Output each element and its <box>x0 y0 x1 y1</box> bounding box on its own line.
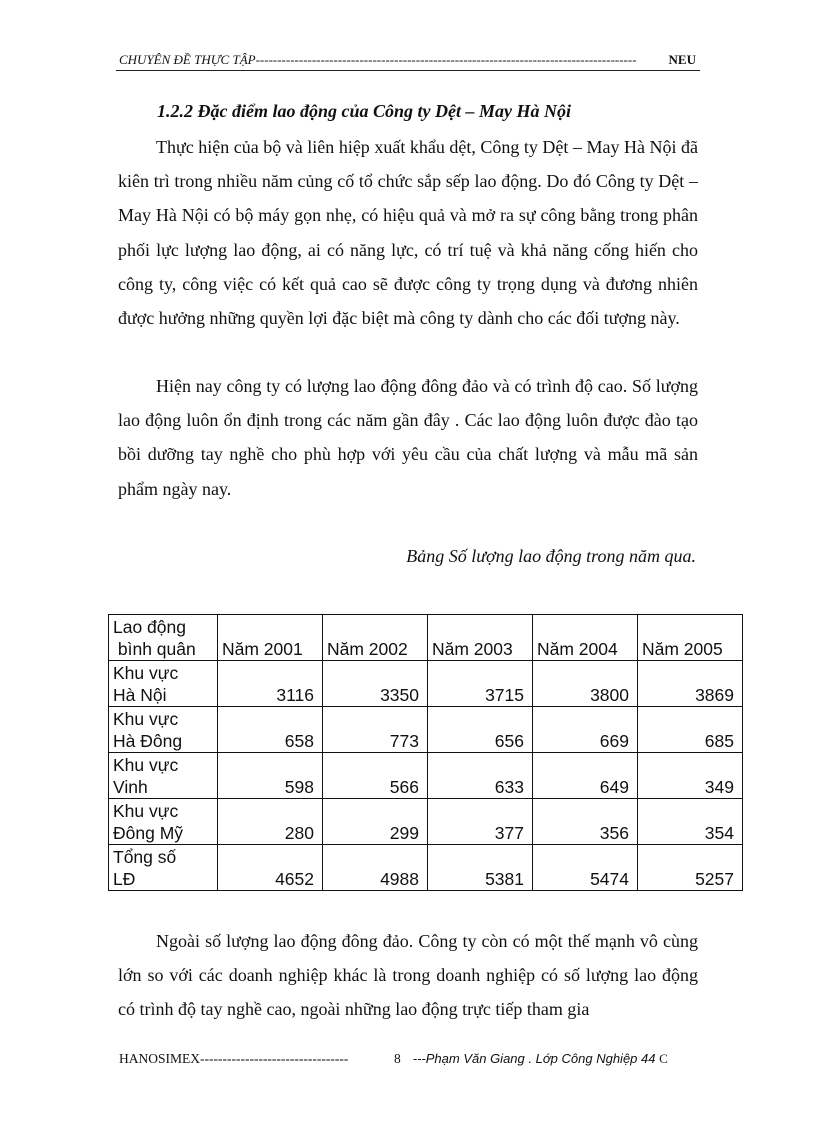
page-number: 8 <box>394 1051 401 1066</box>
row-label <box>109 707 218 753</box>
corner-line-2: bình quân <box>113 639 196 659</box>
row-label <box>109 661 218 707</box>
table-cell: 649 <box>533 753 638 799</box>
table-row <box>109 799 743 845</box>
row-label <box>109 845 218 891</box>
table-cell: 656 <box>428 707 533 753</box>
row-label-line: Khu vực <box>113 663 179 683</box>
year-header: Năm 2003 <box>428 615 533 661</box>
table-cell: 354 <box>638 799 743 845</box>
table-cell: 773 <box>323 707 428 753</box>
year-header: Năm 2002 <box>323 615 428 661</box>
paragraph-3: Ngoài số lượng lao động đông đảo. Công ty còn có một thế mạnh vô cùng lớn so với các doanh nghiệp khác là trong doanh nghiệp có số lượng lao động có trình độ tay nghề cao, ngoài những lao động trực tiếp tham gia <box>118 931 698 1020</box>
table-row <box>109 753 743 799</box>
table-cell: 3116 <box>218 661 323 707</box>
table-cell: 669 <box>533 707 638 753</box>
table-cell: 5474 <box>533 845 638 891</box>
table-cell: 3869 <box>638 661 743 707</box>
labor-table <box>108 614 743 891</box>
footer-dashes: --------------------------------- <box>200 1051 349 1066</box>
header-dashes: ---------------------------------------------------------------------------------------- <box>255 52 637 67</box>
section-heading: 1.2.2 Đặc điểm lao động của Công ty Dệt – May Hà Nội <box>157 101 571 121</box>
table-row <box>109 707 743 753</box>
header-rule <box>116 70 700 71</box>
year-header: Năm 2004 <box>533 615 638 661</box>
row-label-line: Khu vực <box>113 709 179 729</box>
year-header: Năm 2005 <box>638 615 743 661</box>
row-label-line: Tổng số <box>113 847 177 867</box>
table-cell: 377 <box>428 799 533 845</box>
row-label-line: Khu vực <box>113 755 179 775</box>
table-cell: 280 <box>218 799 323 845</box>
table-caption: Bảng Số lượng lao động trong năm qua. <box>406 546 696 566</box>
row-label-line: Hà Nội <box>113 685 167 705</box>
row-label-line: Khu vực <box>113 801 179 821</box>
row-label-line: LĐ <box>113 869 136 889</box>
page-footer <box>119 1051 696 1067</box>
row-label-line: Vinh <box>113 777 148 797</box>
table-cell: 4652 <box>218 845 323 891</box>
paragraph-1: Thực hiện của bộ và liên hiệp xuất khẩu dệt, Công ty Dệt – May Hà Nội đã kiên trì trong nhiều năm củng cố tổ chức sắp sếp lao động. Do đó Công ty Dệt – May Hà Nội có bộ máy gọn nhẹ, có hiệu quả và mở ra sự công bằng trong phân phối lực lượng lao động, ai có năng lực, có trí tuệ và khả năng cống hiến cho công ty, công việc có kết quả cao sẽ được công ty trọng dụng và đương nhiên được hưởng những quyền lợi đặc biệt mà công ty dành cho các đối tượng này. <box>118 137 698 329</box>
year-header: Năm 2001 <box>218 615 323 661</box>
table-cell: 3350 <box>323 661 428 707</box>
table-cell: 598 <box>218 753 323 799</box>
table-cell: 3715 <box>428 661 533 707</box>
header-title: CHUYÊN ĐỀ THỰC TẬP <box>119 52 256 67</box>
header-right: NEU <box>668 52 696 67</box>
table-cell: 5257 <box>638 845 743 891</box>
table-cell: 5381 <box>428 845 533 891</box>
table-cell: 349 <box>638 753 743 799</box>
table-corner-cell <box>109 615 218 661</box>
table-cell: 658 <box>218 707 323 753</box>
paragraph-2: Hiện nay công ty có lượng lao động đông đảo và có trình độ cao. Số lượng lao động luôn ổn định trong các năm gần đây . Các lao động luôn được đào tạo bồi dưỡng tay nghề cho phù hợp với yêu cầu của chất lượng và mẫu mã sản phẩm ngày nay. <box>118 376 698 499</box>
table-cell: 4988 <box>323 845 428 891</box>
table-row-total <box>109 845 743 891</box>
table-cell: 356 <box>533 799 638 845</box>
page-header <box>119 52 696 68</box>
table-cell: 3800 <box>533 661 638 707</box>
footer-author-suffix: C <box>659 1051 668 1066</box>
row-label-line: Hà Đông <box>113 731 183 751</box>
footer-author-name: Phạm Văn Giang . Lớp Công Nghiệp 44 <box>425 1051 660 1066</box>
footer-company: HANOSIMEX <box>119 1051 200 1066</box>
table-cell: 633 <box>428 753 533 799</box>
table-cell: 566 <box>323 753 428 799</box>
table-cell: 299 <box>323 799 428 845</box>
table-header-row <box>109 615 743 661</box>
table-cell: 685 <box>638 707 743 753</box>
corner-line-1: Lao động <box>113 617 186 637</box>
row-label <box>109 799 218 845</box>
footer-author <box>413 1051 668 1067</box>
table-row <box>109 661 743 707</box>
row-label-line: Đông Mỹ <box>113 823 184 843</box>
row-label <box>109 753 218 799</box>
footer-author-prefix: --- <box>412 1051 426 1066</box>
